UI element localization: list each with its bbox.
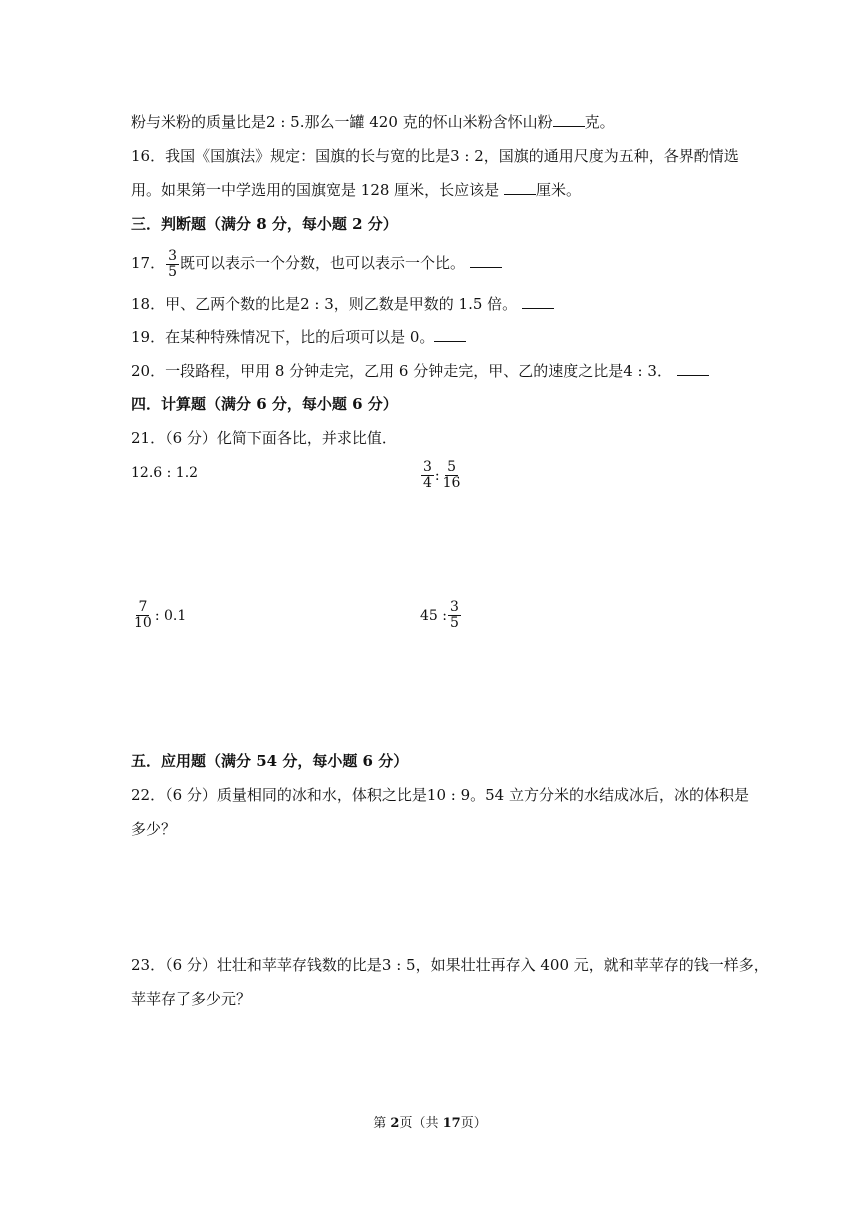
question-17: 17． $\frac{3}{5}$ 既可以表示一个分数，也可以表示一个比。 xyxy=(131,247,502,280)
question-18: 18．甲、乙两个数的比是2 : 3，则乙数是甲数的 1.5 倍。 xyxy=(131,294,554,314)
fraction: $\frac{3}{5}$ xyxy=(168,247,178,280)
question-16-line2: 用。如果第一中学选用的国旗宽是 128 厘米，长应该是 厘米。 xyxy=(131,181,581,199)
section-3-heading: 三．判断题（满分 8 分，每小题 2 分） xyxy=(131,215,398,233)
answer-blank[interactable] xyxy=(553,112,585,127)
expression-1: 12.6 : 1.2 xyxy=(131,465,199,481)
answer-blank[interactable] xyxy=(522,294,554,309)
page-footer: 第 2页（共 17页） xyxy=(373,1116,487,1131)
question-15-continuation: 粉与米粉的质量比是2 : 5.那么一罐 420 克的怀山米粉含怀山粉 克。 xyxy=(131,113,615,131)
answer-blank[interactable] xyxy=(470,253,502,268)
answer-blank[interactable] xyxy=(434,327,466,342)
question-16-line1: 16．我国《国旗法》规定：国旗的长与宽的比是3 : 2，国旗的通用尺度为五种，各界酌情选 xyxy=(131,147,739,165)
expression-4: 45 : $\frac{3}{5}$ xyxy=(420,599,459,631)
fraction: $\frac{3}{5}$ xyxy=(449,599,459,631)
section-5-heading: 五．应用题（满分 54 分，每小题 6 分） xyxy=(131,752,409,770)
expression-3: $\frac{7}{10}$ : 0.1 xyxy=(134,599,187,631)
question-22-line1: 22．（6 分）质量相同的冰和水，体积之比是10 : 9。54 立方分米的水结成冰后，冰的体积是 xyxy=(131,786,749,804)
question-19: 19．在某种特殊情况下，比的后项可以是 0。 xyxy=(131,327,466,347)
fraction: $\frac{5}{16}$ xyxy=(442,459,461,491)
question-23-line1: 23．（6 分）壮壮和苹苹存钱数的比是3 : 5，如果壮壮再存入 400 元，就和苹苹存的钱一样多， xyxy=(131,956,769,974)
fraction: $\frac{3}{4}$ xyxy=(423,459,432,491)
answer-blank[interactable] xyxy=(504,180,536,195)
question-23-line2: 苹苹存了多少元？ xyxy=(131,990,252,1008)
expression-2: $\frac{3}{4}$ : $\frac{5}{16}$ xyxy=(423,459,461,491)
section-4-heading: 四．计算题（满分 6 分，每小题 6 分） xyxy=(131,395,398,413)
question-22-line2: 多少？ xyxy=(131,820,177,838)
fraction: $\frac{7}{10}$ xyxy=(134,599,152,631)
answer-blank[interactable] xyxy=(677,361,709,376)
question-21: 21．（6 分）化简下面各比，并求比值． xyxy=(131,429,397,447)
question-20: 20．一段路程，甲用 8 分钟走完，乙用 6 分钟走完，甲、乙的速度之比是4 : 3． xyxy=(131,361,709,381)
